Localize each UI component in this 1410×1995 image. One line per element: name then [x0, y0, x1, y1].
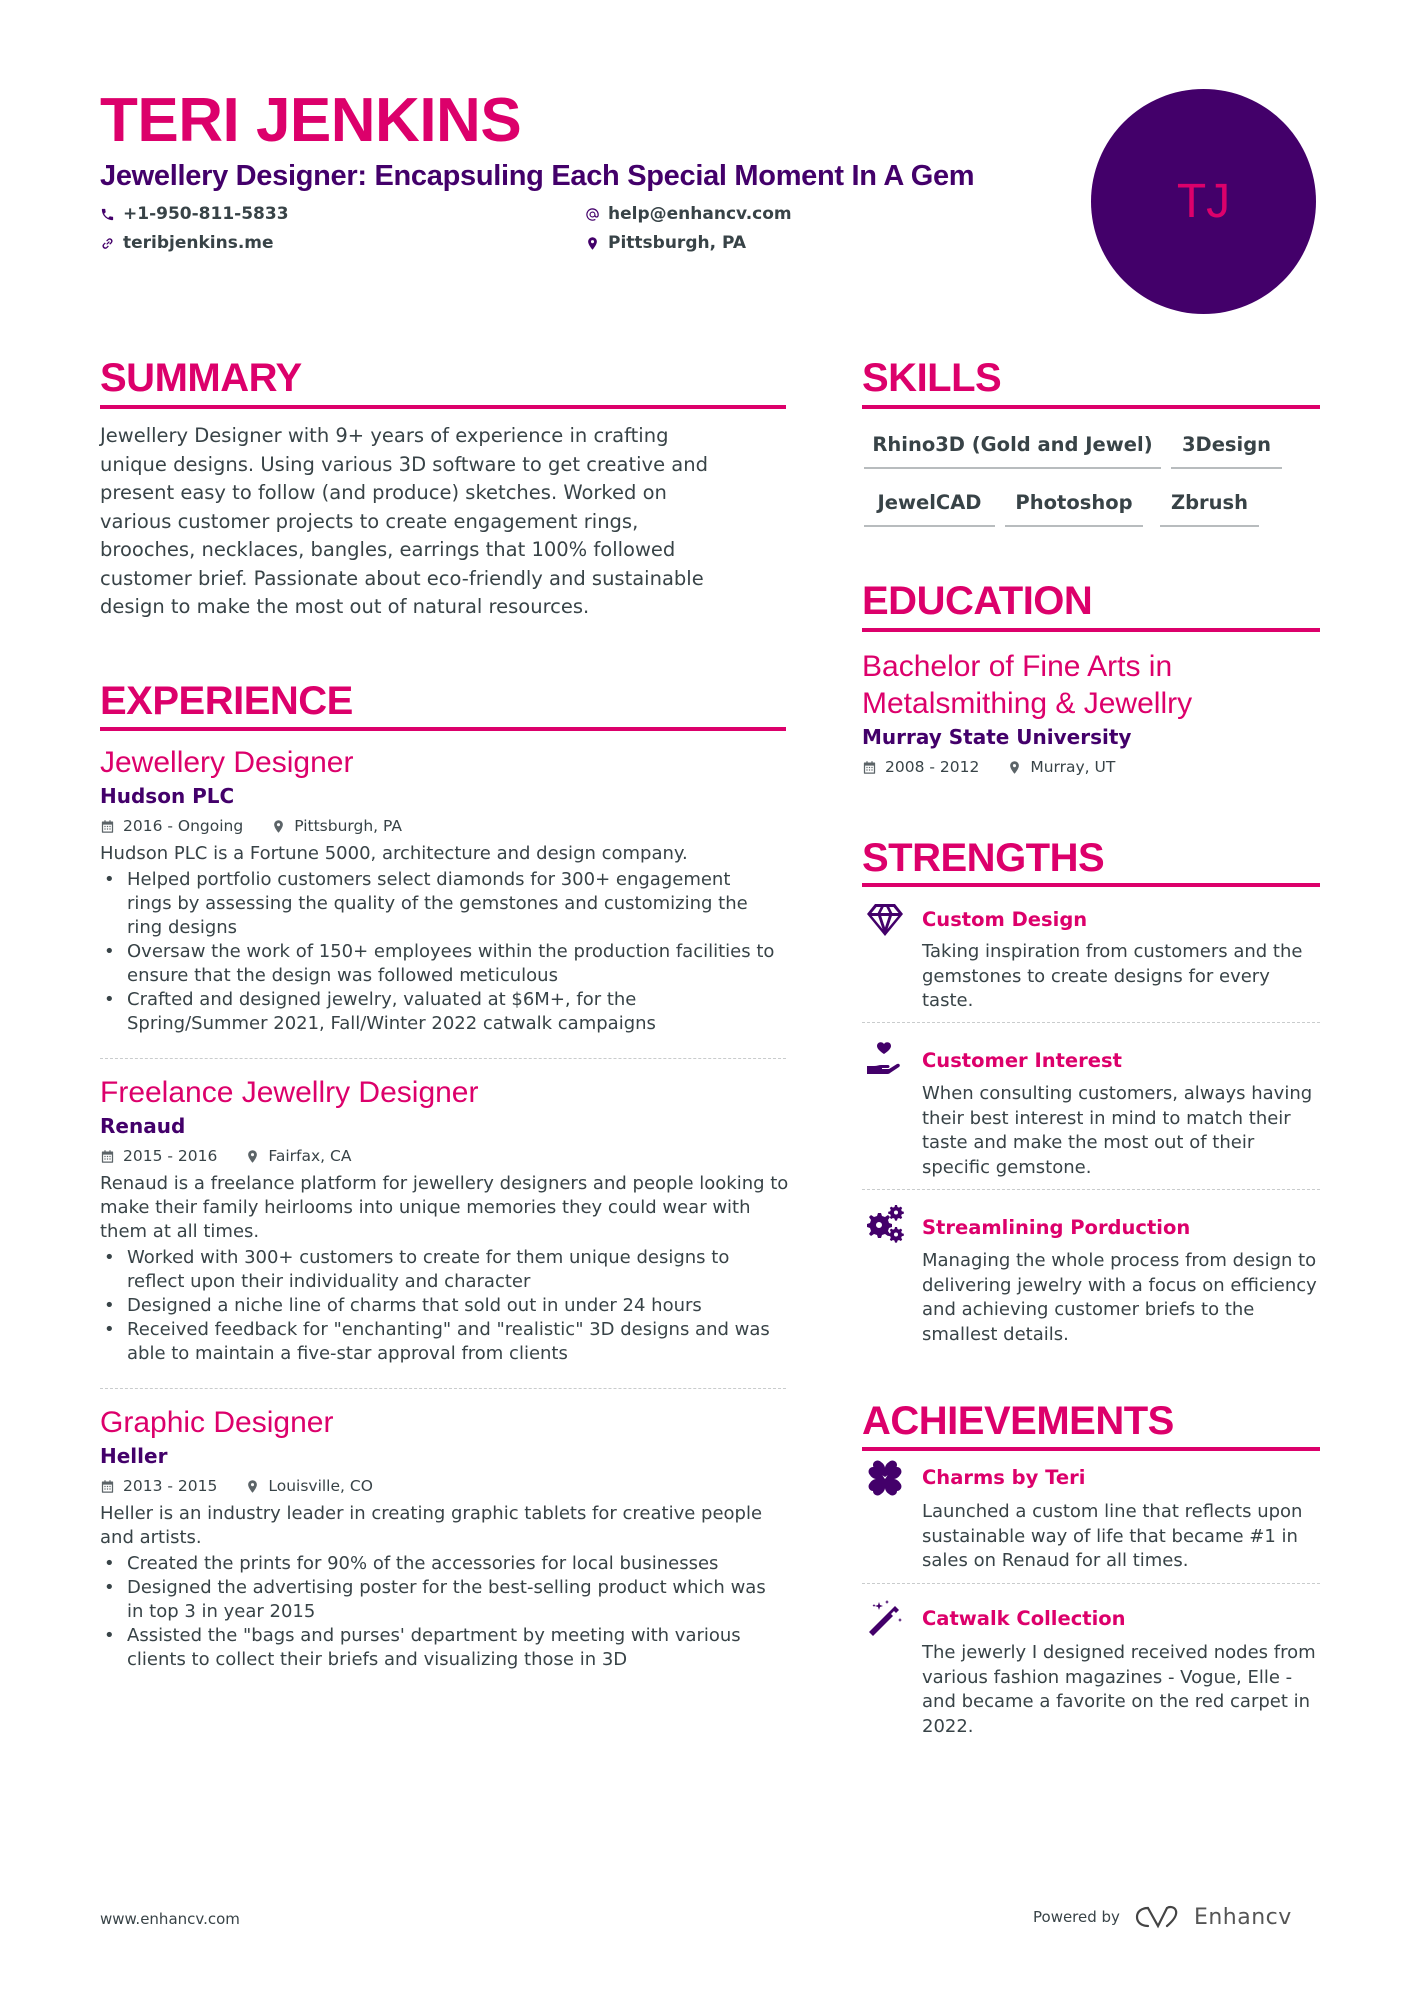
education-location: Murray, UT [1030, 758, 1116, 776]
job-description: Hudson PLC is a Fortune 5000, architecture and design company. [100, 843, 688, 864]
footer-website[interactable]: www.enhancv.com [100, 1910, 240, 1928]
job-bullet: • Received feedback for "enchanting" and "realistic" 3D designs and was able to maintain a five-star approval from clients [100, 1318, 780, 1366]
experience-entry [100, 1075, 790, 1366]
strength-icon [865, 1040, 905, 1080]
achievement-description: The jewerly I designed received nodes from various fashion magazines - Vogue, Elle - and became a favorite on the red carpet in 2022. [922, 1642, 1316, 1737]
calendar-icon [100, 1149, 115, 1164]
map-pin-icon [245, 1479, 260, 1494]
brand-name[interactable]: Enhancv [1193, 1904, 1292, 1930]
gears-icon [865, 1203, 905, 1243]
calendar-icon [100, 819, 115, 834]
strengths-title: STRENGTHS [862, 836, 1105, 880]
job-bullets [100, 868, 780, 1036]
contact-email [585, 203, 792, 225]
summary-line: Jewellery Designer with 9+ years of experience in crafting [100, 424, 669, 447]
job-bullet: • Oversaw the work of 150+ employees within the production facilities to ensure that the design was followed meticulous [100, 940, 780, 988]
job-role: Freelance Jewellry Designer [100, 1076, 479, 1109]
summary-text [100, 422, 790, 622]
strengths-rule [862, 883, 1320, 887]
strength-title: Customer Interest [922, 1049, 1122, 1072]
job-dates: 2016 - Ongoing [123, 817, 244, 835]
enhancv-logo-icon [1134, 1904, 1180, 1930]
job-location: Louisville, CO [268, 1477, 373, 1495]
job-company: Heller [100, 1444, 168, 1468]
candidate-name: TERI JENKINS [100, 86, 522, 155]
job-bullet: • Designed the advertising poster for the best-selling product which was in top 3 in year 2015 [100, 1576, 780, 1624]
achievement-title: Catwalk Collection [922, 1607, 1126, 1630]
job-dates: 2015 - 2016 [123, 1147, 218, 1165]
contact-website [100, 232, 274, 254]
divider [862, 1022, 1320, 1023]
diamond-icon [865, 900, 905, 940]
summary-line: unique designs. Using various 3D software to get creative and [100, 452, 708, 476]
education-rule [862, 628, 1320, 632]
map-pin-icon [245, 1149, 260, 1164]
experience-rule [100, 727, 786, 731]
avatar [1091, 89, 1316, 314]
education-title: EDUCATION [862, 579, 1093, 623]
degree [862, 648, 1322, 722]
avatar-initials: TJ [1176, 175, 1231, 228]
job-meta [100, 1146, 790, 1166]
job-bullet: • Helped portfolio customers select diamonds for 300+ engagement rings by assessing the quality of the gemstones and customizing the ring designs [100, 868, 780, 940]
education-meta [862, 757, 1322, 777]
job-location: Fairfax, CA [268, 1147, 352, 1165]
experience-entry [100, 1405, 790, 1672]
divider [862, 1583, 1320, 1584]
at-icon [585, 207, 600, 222]
candidate-tagline: Jewellery Designer: Encapsuling Each Special Moment In A Gem [100, 160, 975, 192]
summary-line: various customer projects to create engagement rings, [100, 509, 639, 533]
job-dates: 2013 - 2015 [123, 1477, 218, 1495]
powered-by-label: Powered by [1033, 1908, 1120, 1926]
strength-title: Custom Design [922, 908, 1088, 931]
contact-location [585, 232, 746, 254]
degree-line: Metalsmithing & Jewellry [862, 687, 1193, 720]
achievements-rule [862, 1447, 1320, 1451]
calendar-icon [100, 1479, 115, 1494]
job-bullets [100, 1246, 780, 1366]
magic-wand-icon [865, 1598, 905, 1638]
job-company: Hudson PLC [100, 784, 235, 808]
phone-icon [100, 207, 115, 222]
job-bullet: • Designed a niche line of charms that sold out in under 24 hours [100, 1294, 780, 1318]
degree-line: Bachelor of Fine Arts in [862, 650, 1173, 683]
job-description: Renaud is a freelance platform for jewellery designers and people looking to make their family heirlooms into unique memories they could wear with them at all times. [100, 1173, 789, 1242]
job-bullets [100, 1552, 780, 1672]
skills-title: SKILLS [862, 356, 1002, 400]
website-text[interactable]: teribjenkins.me [123, 233, 274, 253]
summary-line: design to make the most out of natural resources. [100, 595, 590, 618]
strength-description: When consulting customers, always having their best interest in mind to match their taste and make the most out of their specific gemstone. [922, 1083, 1313, 1178]
skill-tag: Photoshop [1005, 490, 1143, 527]
job-bullet: • Created the prints for 90% of the accessories for local businesses [100, 1552, 780, 1576]
email-text[interactable]: help@enhancv.com [608, 204, 792, 224]
experience-entry [100, 745, 790, 1036]
link-icon [100, 236, 115, 251]
strength-description: Taking inspiration from customers and the gemstones to create designs for every taste. [922, 941, 1303, 1011]
divider [862, 1189, 1320, 1190]
achievement-icon [865, 1598, 905, 1638]
education-dates: 2008 - 2012 [885, 758, 980, 776]
strength-icon [865, 1203, 905, 1243]
education-entry [862, 648, 1322, 777]
summary-line: customer brief. Passionate about eco-friendly and sustainable [100, 566, 704, 590]
strength-icon [865, 900, 905, 940]
job-bullet: • Crafted and designed jewelry, valuated at $6M+, for the Spring/Summer 2021, Fall/Winter 2022 catwalk campaigns [100, 988, 780, 1036]
location-text: Pittsburgh, PA [608, 233, 747, 253]
strength-description: Managing the whole process from design to delivering jewelry with a focus on efficiency and achieving customer briefs to the smallest details. [922, 1250, 1317, 1345]
calendar-icon [862, 760, 877, 775]
job-location: Pittsburgh, PA [294, 817, 402, 835]
job-role: Graphic Designer [100, 1406, 334, 1439]
footer-powered-by [1033, 1904, 1292, 1930]
phone-text[interactable]: +1-950-811-5833 [123, 204, 289, 224]
skill-tag: Rhino3D (Gold and Jewel) [864, 432, 1161, 469]
summary-rule [100, 405, 786, 409]
divider [100, 1058, 786, 1059]
skills-rule [862, 405, 1320, 409]
school: Murray State University [862, 725, 1132, 749]
job-description: Heller is an industry leader in creating graphic tablets for creative people and artists. [100, 1503, 763, 1548]
clover-icon [865, 1458, 905, 1498]
summary-line: present easy to follow (and produce) sketches. Worked on [100, 481, 667, 504]
divider [100, 1388, 786, 1389]
job-role: Jewellery Designer [100, 746, 354, 779]
achievement-description: Launched a custom line that reflects upon sustainable way of life that became #1 in sales on Renaud for all times. [922, 1501, 1303, 1571]
skill-tag: Zbrush [1160, 490, 1259, 527]
achievement-title: Charms by Teri [922, 1466, 1086, 1489]
map-pin-icon [271, 819, 286, 834]
job-company: Renaud [100, 1114, 186, 1138]
hand-heart-icon [865, 1040, 905, 1080]
achievement-icon [865, 1458, 905, 1498]
summary-title: SUMMARY [100, 356, 302, 400]
job-meta [100, 816, 790, 836]
skill-tag: 3Design [1171, 432, 1282, 469]
job-meta [100, 1476, 790, 1496]
map-pin-icon [1007, 760, 1022, 775]
job-bullet: • Assisted the "bags and purses' department by meeting with various clients to collect their briefs and visualizing those in 3D [100, 1624, 780, 1672]
contact-phone [100, 203, 289, 225]
achievements-title: ACHIEVEMENTS [862, 1399, 1174, 1443]
skill-tag: JewelCAD [864, 490, 995, 527]
strength-title: Streamlining Porduction [922, 1216, 1191, 1239]
experience-title: EXPERIENCE [100, 679, 353, 723]
map-pin-icon [585, 236, 600, 251]
job-bullet: • Worked with 300+ customers to create for them unique designs to reflect upon their individuality and character [100, 1246, 780, 1294]
summary-line: brooches, necklaces, bangles, earrings that 100% followed [100, 538, 676, 561]
